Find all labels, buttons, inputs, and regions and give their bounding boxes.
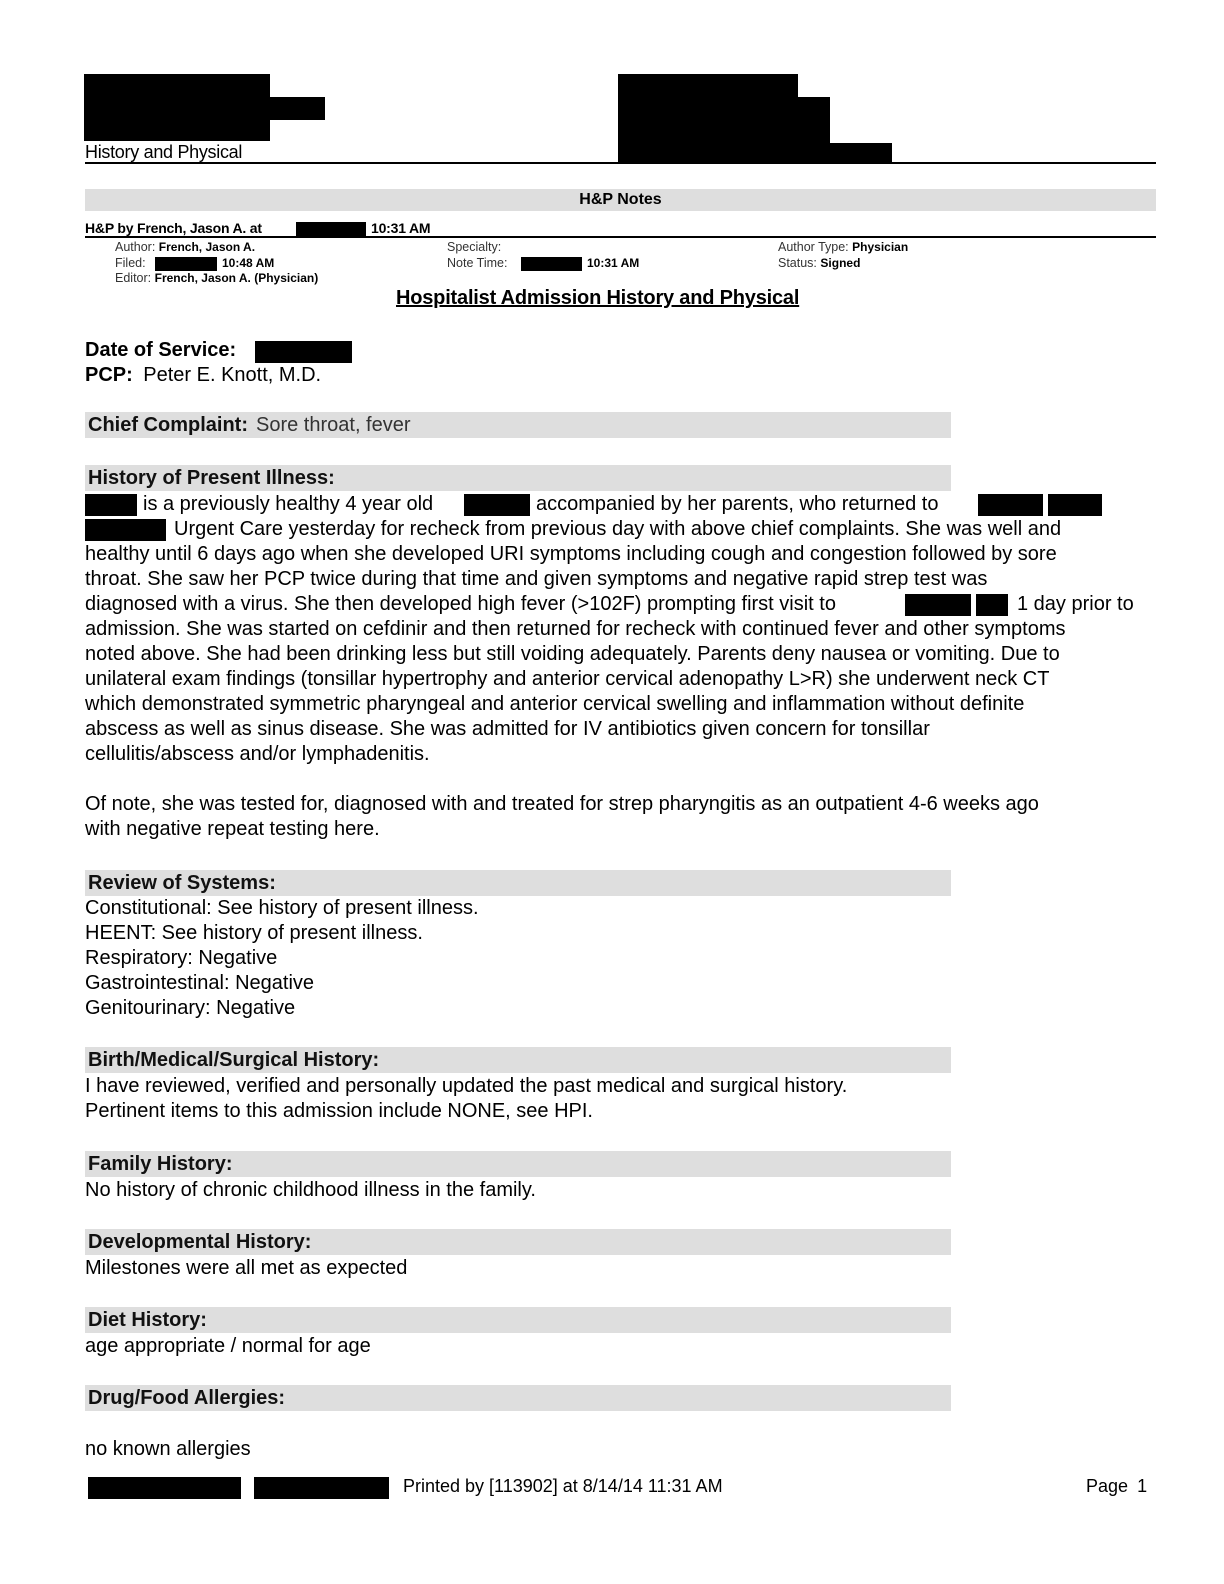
bms-history-label: Birth/Medical/Surgical History: — [88, 1049, 380, 1071]
hpi-line-3: healthy until 6 days ago when she developed URI symptoms including cough and congestion followed by sore — [85, 543, 1057, 565]
chief-complaint-band — [85, 412, 951, 438]
date-of-service-label: Date of Service: — [85, 339, 237, 361]
filed-field — [115, 256, 146, 271]
ros-line-respiratory: Respiratory: Negative — [85, 947, 278, 969]
redacted-footer-name — [88, 1477, 241, 1499]
note-time-value: 10:31 AM — [587, 256, 640, 270]
bms-line-1: I have reviewed, verified and personally updated the past medical and surgical history. — [85, 1075, 848, 1097]
redacted-patient-info-2 — [750, 97, 830, 163]
author-type-value: Physician — [852, 240, 909, 254]
note-header-prefix: H&P by French, Jason A. at — [85, 220, 262, 236]
redacted-footer-mrn — [254, 1477, 389, 1499]
filed-time-field — [222, 256, 274, 271]
redacted-facility-3 — [85, 519, 166, 541]
hpi-note-line-1: Of note, she was tested for, diagnosed with and treated for strep pharyngitis as an outpatient 4-6 weeks ago — [85, 793, 1039, 815]
specialty-field — [447, 240, 501, 255]
allergies-band — [85, 1385, 951, 1411]
hpi-line-2: Urgent Care yesterday for recheck from previous day with above chief complaints. She was well and — [174, 518, 1062, 540]
note-header-time: 10:31 AM — [371, 220, 431, 236]
hpi-line-6: admission. She was started on cefdinir and then returned for recheck with continued fever and other symptoms — [85, 618, 1066, 640]
status-value: Signed — [820, 256, 861, 270]
author-type-field — [778, 240, 908, 255]
redacted-facility-4 — [905, 594, 971, 616]
hpi-line-7: noted above. She had been drinking less but still voiding adequately. Parents deny nausea or vomiting. Due to — [85, 643, 1060, 665]
hpi-line-1a: is a previously healthy 4 year old — [143, 493, 434, 515]
chief-complaint-value: Sore throat, fever — [256, 414, 411, 436]
redacted-facility-1 — [978, 494, 1043, 516]
footer-printed-by: Printed by [113902] at 8/14/14 11:31 AM — [403, 1476, 723, 1496]
page-label: Page — [1086, 1476, 1129, 1496]
redacted-date-of-service — [255, 341, 352, 363]
diet-history-band — [85, 1307, 951, 1333]
redacted-filed-date — [155, 257, 217, 271]
ros-line-gu: Genitourinary: Negative — [85, 997, 296, 1019]
note-time-label: Note Time: — [447, 256, 508, 270]
editor-label: Editor: — [115, 271, 152, 285]
hpi-note-line-2: with negative repeat testing here. — [85, 818, 380, 840]
document-title: Hospitalist Admission History and Physical — [396, 287, 800, 309]
note-header-title — [85, 220, 262, 236]
hpi-label: History of Present Illness: — [88, 467, 335, 489]
doc-type-label: History and Physical — [85, 142, 243, 162]
filed-label: Filed: — [115, 256, 146, 270]
redacted-patient-name — [84, 74, 270, 141]
ros-line-heent: HEENT: See history of present illness. — [85, 922, 423, 944]
filed-time: 10:48 AM — [222, 256, 275, 270]
redacted-facility-2 — [1048, 494, 1102, 516]
editor-value: French, Jason A. (Physician) — [154, 271, 319, 285]
developmental-history-value: Milestones were all met as expected — [85, 1257, 408, 1279]
allergies-value: no known allergies — [85, 1438, 251, 1460]
diet-history-label: Diet History: — [88, 1309, 207, 1331]
redacted-patient-info-4 — [820, 143, 892, 163]
pcp-label: PCP: — [85, 364, 133, 386]
hpi-line-11: cellulitis/abscess and/or lymphadenitis. — [85, 743, 430, 765]
developmental-history-band — [85, 1229, 951, 1255]
status-label: Status: — [778, 256, 817, 270]
status-field — [778, 256, 860, 271]
chief-complaint-label: Chief Complaint: — [88, 414, 248, 436]
note-header-rule — [85, 236, 1156, 238]
author-field — [115, 240, 255, 255]
redacted-patient-descriptor — [464, 494, 530, 516]
hpi-line-1b: accompanied by her parents, who returned to — [536, 493, 939, 515]
specialty-label: Specialty: — [447, 240, 502, 254]
hpi-line-5b: 1 day prior to — [1017, 593, 1134, 615]
header-rule — [85, 162, 1156, 164]
editor-field — [115, 271, 318, 286]
ros-label: Review of Systems: — [88, 872, 276, 894]
redacted-patient-name-ext — [270, 97, 325, 120]
redacted-note-time-date — [521, 257, 582, 271]
author-type-label: Author Type: — [778, 240, 849, 254]
hpi-line-10: abscess as well as sinus disease. She was admitted for IV antibiotics given concern for tonsillar — [85, 718, 930, 740]
redacted-patient-firstname — [85, 494, 137, 516]
family-history-value: No history of chronic childhood illness in the family. — [85, 1179, 536, 1201]
hpi-line-9: which demonstrated symmetric pharyngeal and anterior cervical swelling and inflammation without definite — [85, 693, 1025, 715]
bms-history-band — [85, 1047, 951, 1073]
pcp-value: Peter E. Knott, M.D. — [143, 364, 322, 386]
hpi-line-4: throat. She saw her PCP twice during that time and given symptoms and negative rapid strep test was — [85, 568, 988, 590]
bms-line-2: Pertinent items to this admission include NONE, see HPI. — [85, 1100, 593, 1122]
allergies-label: Drug/Food Allergies: — [88, 1387, 286, 1409]
hpi-line-8: unilateral exam findings (tonsillar hypertrophy and anterior cervical adenopathy L>R) she underwent neck CT — [85, 668, 1050, 690]
family-history-label: Family History: — [88, 1153, 233, 1175]
ros-line-constitutional: Constitutional: See history of present illness. — [85, 897, 479, 919]
diet-history-value: age appropriate / normal for age — [85, 1335, 371, 1357]
hpi-band — [85, 465, 951, 491]
ros-line-gi: Gastrointestinal: Negative — [85, 972, 315, 994]
redacted-facility-5 — [976, 594, 1008, 616]
hpi-line-5a: diagnosed with a virus. She then developed high fever (>102F) prompting first visit to — [85, 593, 836, 615]
author-label: Author: — [115, 240, 156, 254]
footer-page — [1086, 1476, 1147, 1497]
note-time-value-field — [587, 256, 639, 271]
developmental-history-label: Developmental History: — [88, 1231, 312, 1253]
family-history-band — [85, 1151, 951, 1177]
page-number: 1 — [1137, 1476, 1148, 1496]
ros-band — [85, 870, 951, 896]
author-value: French, Jason A. — [158, 240, 256, 254]
hp-notes-band: H&P Notes — [85, 189, 1156, 211]
note-time-field — [447, 256, 507, 271]
pcp-field — [85, 364, 321, 387]
